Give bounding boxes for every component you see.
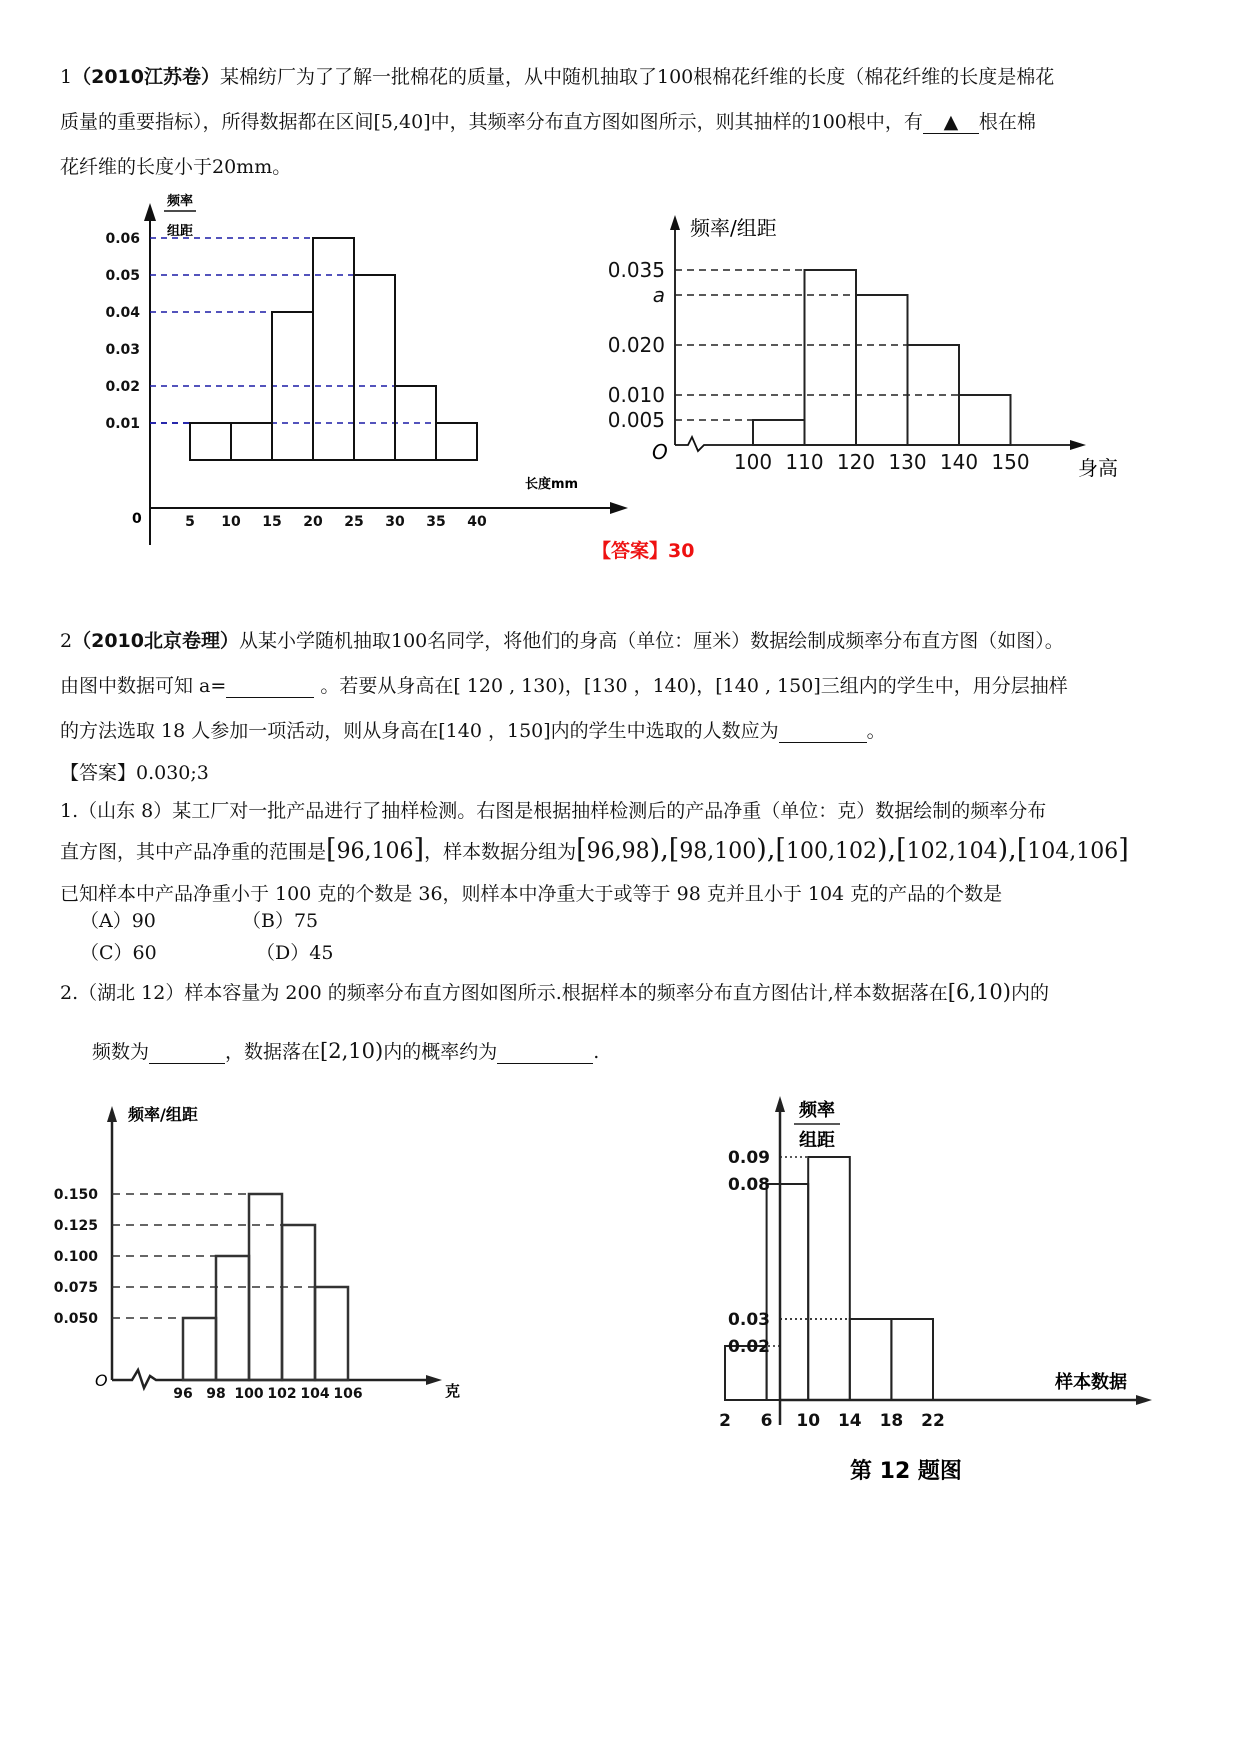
x-tick-label: 130 [888,450,927,474]
x-tick-label: 106 [333,1386,363,1402]
histogram-bar [231,423,272,460]
q3-line3 [60,879,1002,906]
x-tick-label: 2 [719,1411,731,1431]
q3-options-row2 [80,938,333,965]
y-tick-label: 0.02 [728,1336,770,1357]
q3-text-2b: ，样本数据分组为 [424,841,577,863]
y-tick-label: 0.035 [607,258,665,282]
q3-range: 96,106 [336,839,414,864]
x-tick-label: 96 [173,1386,193,1402]
fiber-length-histogram [100,195,640,615]
histogram-bar [805,270,857,445]
y-tick-label: 0.005 [607,408,665,432]
y-tick-label: a [652,283,665,307]
q3-group-2: 98,100 [679,839,757,864]
x-axis-arrow-icon [1136,1395,1152,1405]
y-tick-label: 0.08 [728,1174,770,1195]
q1-line2 [60,107,1036,134]
histogram-bar [891,1319,933,1400]
q3-text-1: 某工厂对一批产品进行了抽样检测。右图是根据抽样检测后的产品净重（单位：克）数据绘制的频率分布 [172,800,1047,822]
y-axis-label-bottom: 组距 [166,224,194,239]
option-b[interactable]: （B）75 [242,910,319,932]
q4-blank-probability[interactable] [497,1041,593,1064]
q1-source: （2010江苏卷） [72,66,220,88]
q4-text-1b: 内的 [1010,982,1049,1004]
q1-text-1: 某棉纺厂为了了解一批棉花的质量，从中随机抽取了100根棉花纤维的长度（棉花纤维的长度是棉花 [219,66,1055,88]
q4-text-2c: 内的概率约为 [383,1041,498,1063]
q4-interval-2: [2,10) [320,1039,384,1063]
q4-number: 2. [60,982,79,1004]
y-tick-label: 0.02 [105,378,140,395]
x-tick-label: 22 [921,1411,945,1431]
histogram-bar [313,238,354,460]
histogram-bar [315,1287,348,1380]
chart-caption: 第 12 题图 [850,1459,962,1484]
q1-text-2: 质量的重要指标），所得数据都在区间[5,40]中，其频率分布直方图如图所示，则其抽样的100根中，有 [60,111,923,133]
y-axis-label: 频率/组距 [690,216,777,240]
y-tick-label: 0.150 [53,1186,98,1203]
q4-source: （湖北 12） [78,982,185,1004]
x-tick-label: 100 [733,450,773,474]
q2-text-3a: 的方法选取 18 人参加一项活动，则从身高在[140 ，150]内的学生中选取的人数应为 [60,720,779,742]
y-tick-label: 0.04 [105,304,140,321]
sample-data-histogram [700,1090,1180,1510]
x-tick-label: 102 [267,1386,297,1402]
histogram-bar [767,1184,809,1400]
x-tick-label: 15 [262,514,282,530]
x-axis-arrow-icon [1070,440,1086,450]
x-tick-label: 6 [760,1411,773,1431]
x-tick-label: 30 [385,514,405,530]
q1-line3 [60,152,291,179]
x-tick-label: 25 [344,514,364,530]
y-axis-arrow-icon [775,1096,785,1112]
y-axis-label-bottom: 组距 [799,1130,835,1151]
q2-answer: 【答案】0.030;3 [60,762,209,784]
histogram-bar [216,1256,249,1380]
q3-line2: 直方图，其中产品净重的范围是[96,106]，样本数据分组为[96,98),[98,100),[100,102),[102,104),[104,106] [60,834,1129,865]
q2-source: （2010北京卷理） [72,630,239,652]
x-tick-label: 150 [991,450,1030,474]
x-tick-label: 20 [303,514,323,530]
net-weight-histogram [50,1100,490,1420]
y-tick-label: 0.100 [53,1248,98,1265]
y-tick-label: 0.06 [105,230,140,247]
y-axis-arrow-icon [107,1106,117,1122]
x-tick-label: 14 [837,1411,862,1431]
q2-text-3b: 。 [866,720,886,742]
x-axis-label: 长度mm [525,477,579,492]
y-axis-arrow-icon [670,215,680,230]
y-tick-label: 0.03 [105,341,140,358]
origin-label: O [652,440,668,464]
y-tick-label: 0.125 [53,1217,98,1234]
y-axis-arrow-icon [144,203,156,221]
q3-source: （山东 8） [78,800,173,822]
x-tick-label: 140 [939,450,979,474]
q2-number: 2 [60,630,73,652]
y-tick-label: 0.050 [53,1310,98,1327]
x-axis-label: 样本数据 [1055,1372,1127,1393]
histogram-bar [753,420,805,445]
q2-text-2a: 由图中数据可知 a= [60,675,227,697]
histogram-bar [190,423,231,460]
q2-blank-a[interactable] [226,675,314,698]
q3-line1 [60,796,1046,823]
x-tick-label: 10 [221,514,241,530]
x-tick-label: 35 [426,514,446,530]
y-tick-label: 0.01 [105,415,140,432]
histogram-bar [850,1319,892,1400]
y-tick-label: 0.010 [607,383,665,407]
x-axis-label: 克 [445,1382,461,1400]
q3-group-3: 100,102 [785,839,877,864]
q3-number: 1. [60,800,79,822]
x-tick-label: 120 [836,450,876,474]
q4-blank-frequency[interactable] [149,1041,225,1064]
x-tick-label: 40 [467,514,487,530]
y-axis-label: 频率/组距 [128,1105,198,1124]
y-tick-label: 0.09 [728,1147,770,1168]
histogram-bar [183,1318,216,1380]
q2-text-1: 从某小学随机抽取100名同学，将他们的身高（单位：厘米）数据绘制成频率分布直方图（如图）。 [238,630,1064,652]
option-c[interactable]: （C）60 [80,942,157,964]
q4-text-2a: 频数为 [92,1041,150,1063]
q2-text-2b: 。若要从身高在[ 120 , 130)，[130 ，140)，[140 , 150]三组内的学生中，用分层抽样 [320,675,1068,697]
x-tick-label: 18 [879,1411,904,1431]
q1-number: 1 [60,66,73,88]
q1-answer: 【答案】30 [592,540,695,562]
y-axis-label-top: 频率 [799,1100,835,1121]
q2-line1 [60,626,1064,653]
option-a[interactable]: （A）90 [80,910,156,932]
q3-group-4: 102,104 [906,839,998,864]
origin-label: 0 [132,511,142,527]
origin-label: O [95,1371,108,1390]
x-tick-label: 5 [185,514,195,530]
y-axis-label-top: 频率 [166,194,194,209]
q3-group-5: 104,106 [1027,839,1119,864]
option-d[interactable]: （D）45 [256,942,334,964]
q4-text-2d: . [593,1041,600,1063]
x-tick-label: 110 [785,450,824,474]
height-histogram [600,205,1200,505]
q3-text-3: 已知样本中产品净重小于 100 克的个数是 36，则样本中净重大于或等于 98 克并且小于 104 克的产品的个数是 [60,883,1003,905]
histogram-bar [808,1157,850,1400]
x-tick-label: 98 [206,1386,226,1402]
histogram-bar [282,1225,315,1380]
q3-options-row1 [80,906,318,933]
y-tick-label: 0.05 [105,267,140,284]
q2-line2 [60,671,1068,698]
y-tick-label: 0.020 [607,333,665,357]
q2-line3 [60,716,886,743]
q1-text-2-end: 根在棉 [978,111,1036,133]
q1-answer-blank[interactable] [923,111,979,134]
q3-group-1: 96,98 [586,839,650,864]
histogram-bar [436,423,477,460]
q3-text-2a: 直方图，其中产品净重的范围是 [60,841,327,863]
x-tick-label: 104 [300,1386,330,1402]
q2-blank-count[interactable] [779,720,867,743]
q4-text-1a: 样本容量为 200 的频率分布直方图如图所示.根据样本的频率分布直方图估计,样本数据落在 [184,982,948,1004]
x-axis-arrow-icon [426,1375,442,1385]
q4-line1 [60,978,1049,1005]
y-tick-label: 0.03 [728,1309,770,1330]
q1-text-3: 花纤维的长度小于20mm。 [60,156,292,178]
q4-line2 [92,1037,599,1064]
x-tick-label: 10 [796,1411,821,1431]
q4-text-2b: ，数据落在 [225,1041,321,1063]
x-tick-label: 100 [234,1386,264,1402]
histogram-bar [856,295,908,445]
y-tick-label: 0.075 [53,1279,98,1296]
histogram-bar [959,395,1011,445]
triangle-icon: ▲ [943,111,959,133]
histogram-bar [354,275,395,460]
q1-line1 [60,62,1054,89]
x-axis-label: 身高 [1078,456,1118,480]
q4-interval-1: [6,10) [947,980,1011,1004]
